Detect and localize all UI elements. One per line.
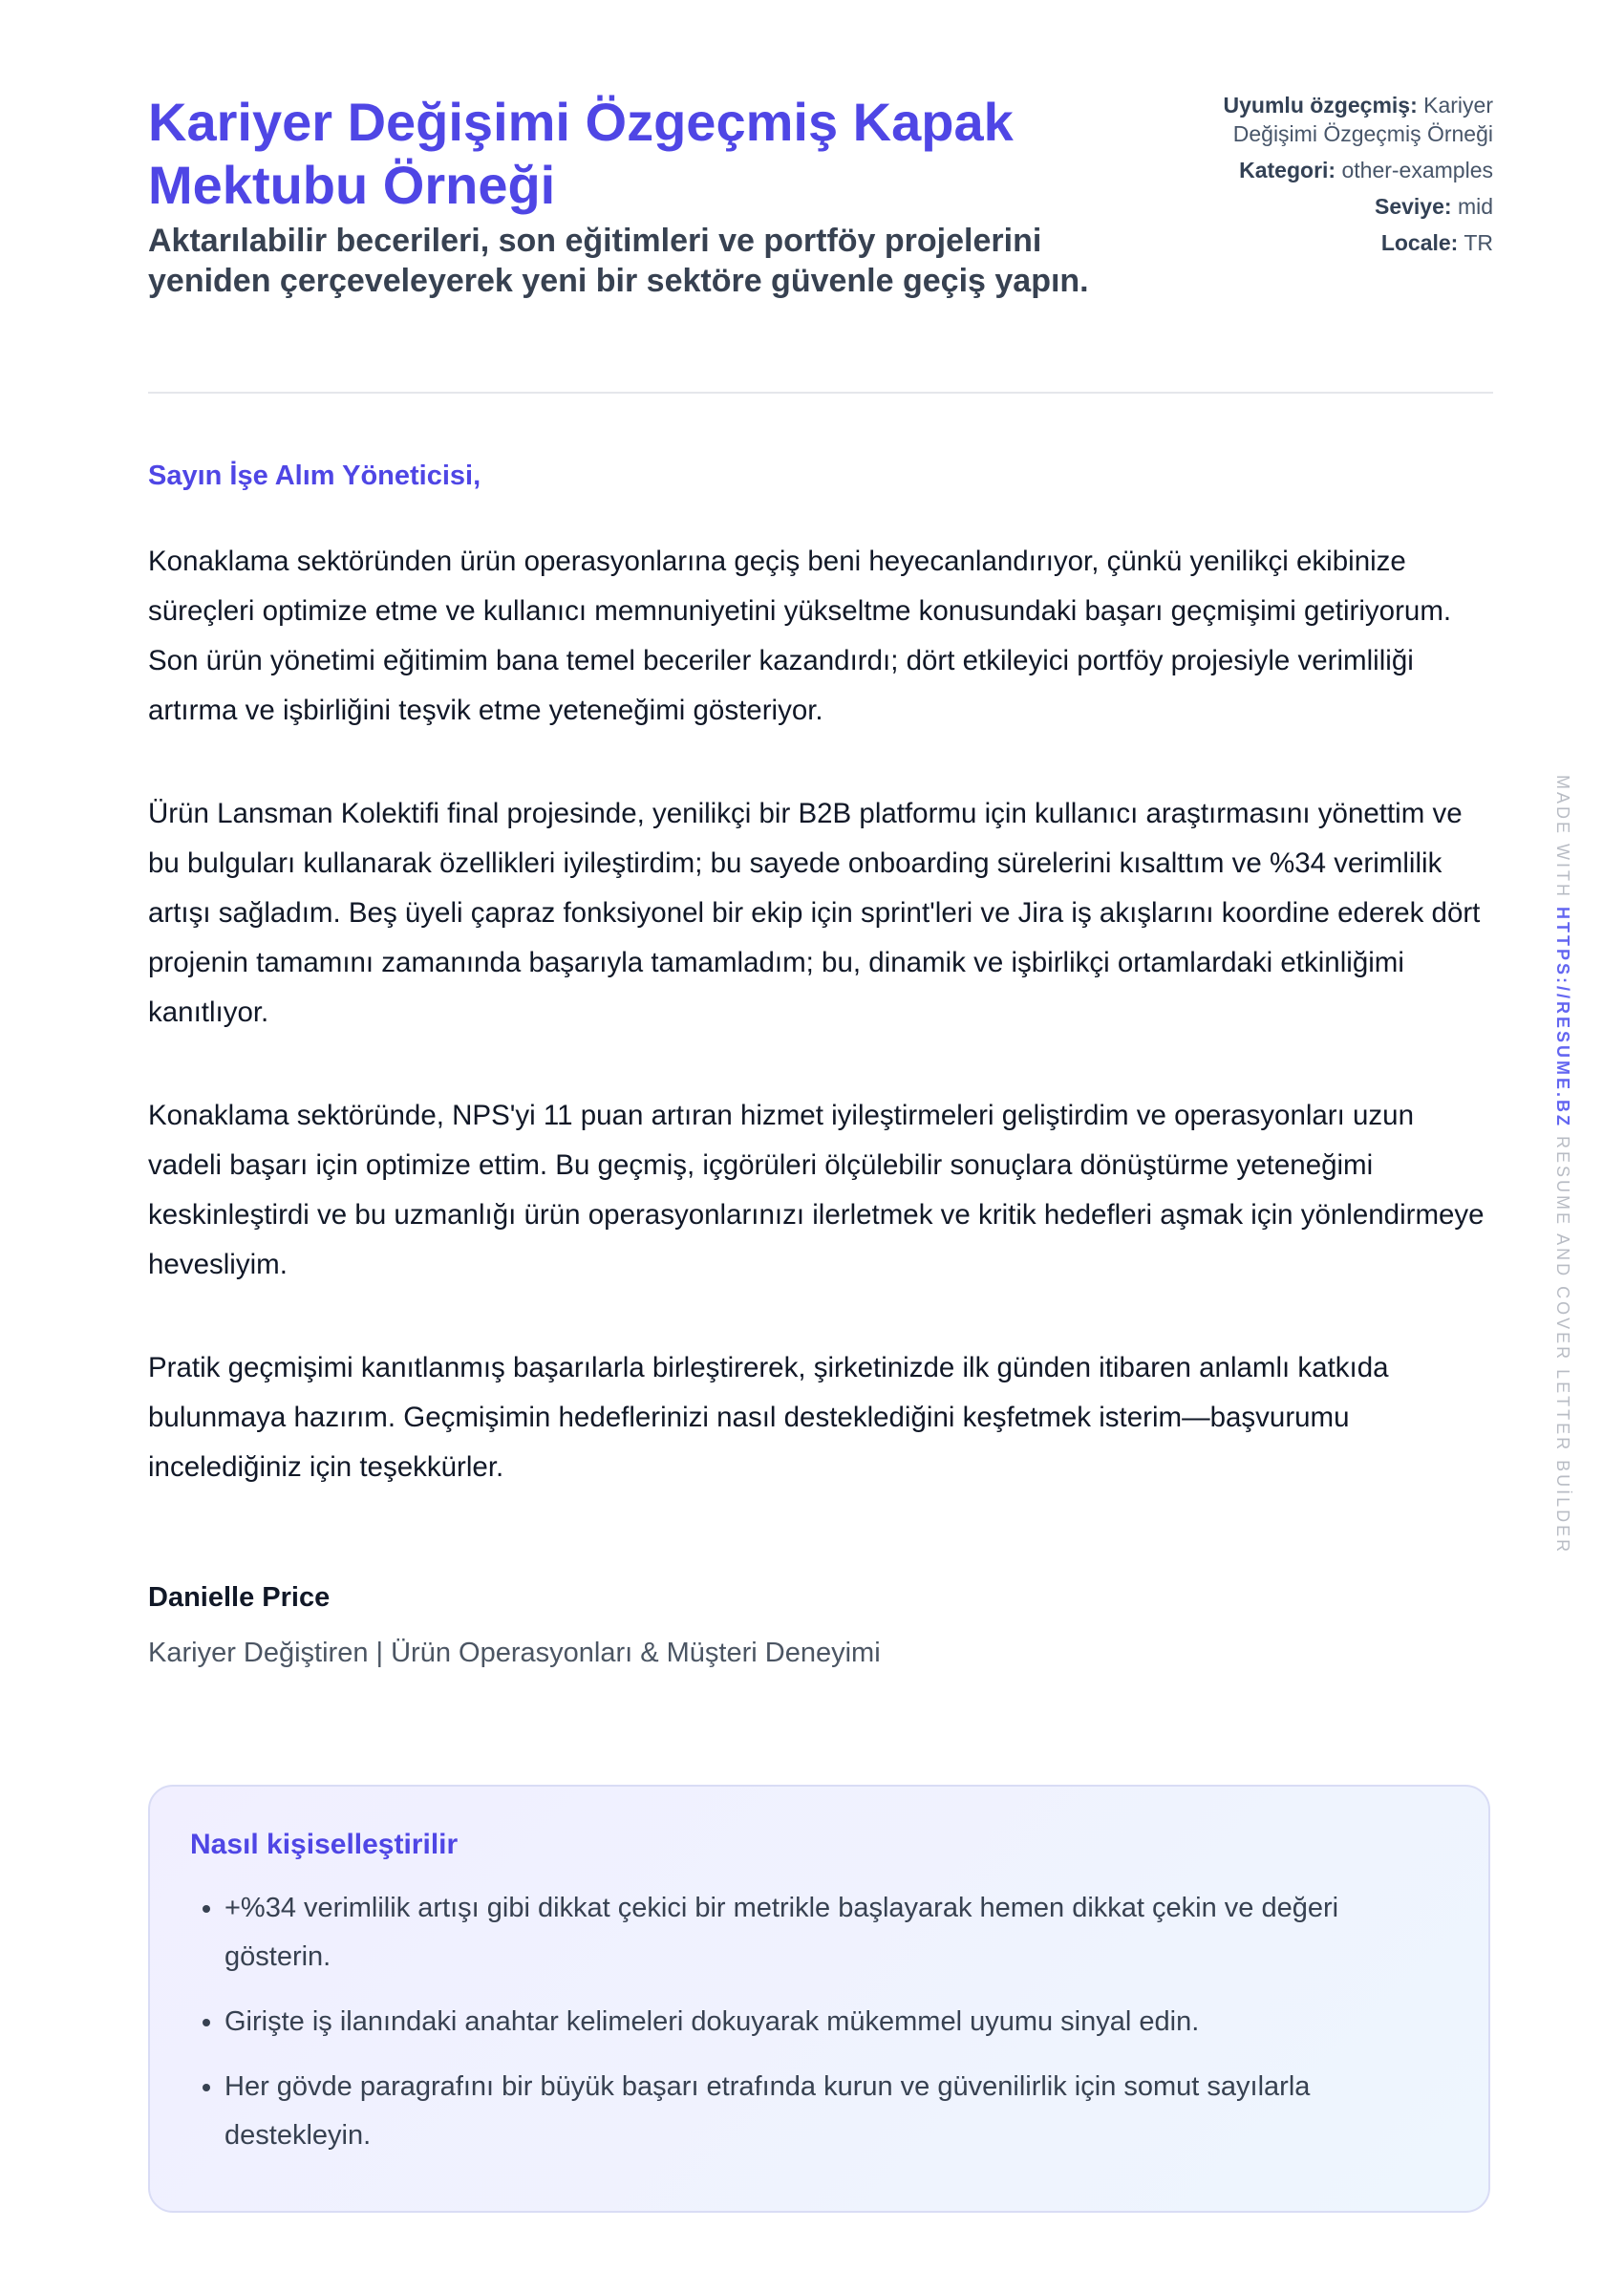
paragraph: Ürün Lansman Kolektifi final projesinde, yenilikçi bir B2B platformu için kullanıcı araştırmasını yönettim ve bu bulguları kullanarak özellikleri iyileştirdim; bu sayede onboarding sürelerini kısalttım ve %34 verimlilik artışı sağladım. Beş üyeli çapraz fonksiyonel bir ekip için sprint'leri ve Jira iş akışlarını koordine ederek dört projenin tamamını zamanında başarıyla tamamladım; bu, dinamik ve işbirlikçi ortamlardaki etkinliğimi kanıtlıyor.: [148, 798, 1481, 1028]
watermark-suffix: RESUME AND COVER LETTER BUİLDER: [1553, 1136, 1572, 1555]
paragraph: Konaklama sektöründe, NPS'yi 11 puan artıran hizmet iyileştirmeleri geliştirdim ve operasyonları uzun vadeli başarı için optimize ettim. Bu geçmiş, içgörüleri ölçülebilir sonuçlara dönüştürme yeteneğimi keskinleştirdi ve bu uzmanlığı ürün operasyonlarınızı ilerletmek ve kritik hedefleri aşmak için yönlendirmeye hevesliyim.: [148, 1100, 1485, 1280]
meta-label: Locale:: [1380, 230, 1459, 255]
tips-list: [190, 1884, 1448, 2160]
salutation: Sayın İşe Alım Yöneticisi,: [148, 461, 481, 491]
signature-title: Kariyer Değiştiren | Ürün Operasyonları & Müşteri Deneyimi: [148, 1638, 881, 1668]
list-item: • Girişte iş ilanındaki anahtar kelimeleri dokuyarak mükemmel uyumu sinyal edin.: [224, 1998, 1448, 2047]
divider: [148, 392, 1493, 394]
meta-value: TR: [1464, 230, 1493, 255]
letter-body: [148, 537, 1495, 1546]
paragraph: Konaklama sektöründen ürün operasyonlarına geçiş beni heyecanlandırıyor, çünkü yenilikçi ekibinize süreçleri optimize etme ve kullanıcı memnuniyetini yükseltme konusundaki başarı geçmişimi getiriyorum. Son ürün yönetimi eğitimim bana temel beceriler kazandırdı; dört etkileyici portföy projesiyle verimliliği artırma ve işbirliğini teşvik etme yeteneğimi gösteriyor.: [148, 546, 1452, 726]
watermark-link[interactable]: HTTPS://RESUME.BZ: [1553, 907, 1572, 1129]
watermark-prefix: MADE WITH: [1553, 775, 1572, 899]
header: [148, 91, 1493, 301]
meta-label: Kategori:: [1239, 158, 1336, 182]
meta-resume: [1149, 91, 1493, 148]
meta-value: mid: [1457, 194, 1493, 219]
meta-value: Kariyer Değişimi Özgeçmiş Örneği: [1232, 93, 1493, 146]
tips-heading: Nasıl kişiselleştirilir: [190, 1829, 459, 1860]
paragraph: Pratik geçmişimi kanıtlanmış başarılarla birleştirerek, şirketinizde ilk günden itibaren anlamlı katkıda bulunmaya hazırım. Geçmişimin hedeflerinizi nasıl desteklediğini keşfetmek isterim—başvurumu incelediğiniz için teşekkürler.: [148, 1352, 1389, 1483]
meta-level: [1149, 192, 1493, 221]
watermark: [1552, 775, 1572, 1554]
meta-info: [1149, 91, 1493, 265]
page-title: Kariyer Değişimi Özgeçmiş Kapak Mektubu Örneği: [148, 92, 1014, 215]
page-subtitle: Aktarılabilir becerileri, son eğitimleri ve portföy projelerini yeniden çerçeveleyerek yeni bir sektöre güvenle geçiş yapın.: [148, 223, 1089, 299]
meta-label: Uyumlu özgeçmiş:: [1223, 93, 1418, 118]
signature-name: Danielle Price: [148, 1582, 331, 1613]
list-item: • Her gövde paragrafını bir büyük başarı etrafında kurun ve güvenilirlik için somut sayılarla destekleyin.: [224, 2063, 1448, 2160]
tips-box: [148, 1785, 1490, 2213]
meta-category: [1149, 156, 1493, 184]
meta-label: Seviye:: [1374, 194, 1452, 219]
list-item: • +%34 verimlilik artışı gibi dikkat çekici bir metrikle başlayarak hemen dikkat çekin ve değeri gösterin.: [224, 1884, 1448, 1982]
meta-value: other-examples: [1341, 158, 1493, 182]
meta-locale: [1149, 228, 1493, 257]
